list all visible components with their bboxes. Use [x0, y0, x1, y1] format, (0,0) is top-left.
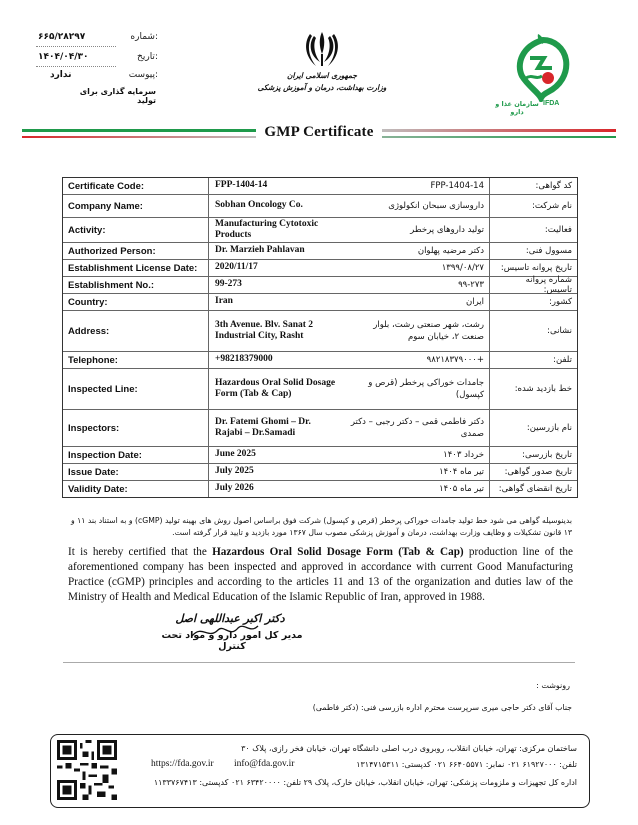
emblem-line-2: وزارت بهداشت، درمان و آموزش پزشکی	[257, 83, 387, 92]
cc-label: رونوشت :	[536, 681, 570, 690]
row-label-en: Inspection Date:	[63, 447, 209, 463]
row-value-en: Dr. Fatemi Ghomi – Dr. Rajabi – Dr.Samadi	[215, 416, 311, 438]
letter-attachment-label: پیوست:	[128, 70, 158, 80]
row-values	[209, 369, 489, 409]
row-values	[209, 277, 489, 293]
row-label-en: Authorized Person:	[63, 243, 209, 259]
iran-emblem-icon	[302, 28, 342, 70]
row-label-fa: مسوول فنی:	[489, 243, 577, 259]
row-values	[209, 195, 489, 217]
table-row	[63, 410, 577, 447]
letter-number	[38, 32, 158, 42]
footer-contact-box	[50, 734, 590, 808]
en-pre: It is hereby certified that the	[68, 546, 213, 558]
row-label-fa: تلفن:	[489, 352, 577, 368]
table-row	[63, 481, 577, 497]
row-label-fa: کد گواهی:	[489, 178, 577, 194]
row-value-en: 2020/11/17	[215, 262, 258, 273]
row-value-en: FPP-1404-14	[215, 180, 268, 191]
row-label-en: Address:	[63, 311, 209, 351]
row-value-fa: رشت، شهر صنعتی رشت، بلوار صنعت ۲، خیابان سوم	[373, 319, 484, 342]
footer-phone-line: تلفن: ۶۱۹۲۷۰۰۰ ۰۲۱ نمابر: ۶۶۴۰۵۵۷۱ ۰۲۱ کدپستی: ۱۳۱۴۷۱۵۳۱۱	[356, 760, 577, 769]
row-value-en: June 2025	[215, 449, 256, 460]
row-values	[209, 243, 489, 259]
certificate-title-text: GMP Certificate	[256, 124, 381, 140]
row-label-en: Certificate Code:	[63, 178, 209, 194]
row-value-fa: داروسازی سبحان انکولوژی	[388, 200, 484, 211]
en-post: production line of the aforementioned company has been inspected and approved in accordance with current Good Manufacturing Practice (cGMP) principles and according to the articles 11 and 13 of the organization and duties law of the Ministry of Health and Medical Education of the Islamic Republic of Iran, approved in 1988.	[68, 546, 573, 603]
row-value-en: Dr. Marzieh Pahlavan	[215, 245, 305, 256]
row-label-fa: تاریخ بازرسی:	[489, 447, 577, 463]
row-value-fa: دکتر مرضیه پهلوان	[417, 245, 484, 256]
row-label-fa: نام شرکت:	[489, 195, 577, 217]
letter-number-label: شماره:	[130, 32, 158, 42]
row-label-en: Establishment License Date:	[63, 260, 209, 276]
certificate-title	[0, 124, 638, 141]
row-label-fa: تاریخ صدور گواهی:	[489, 464, 577, 480]
table-row	[63, 277, 577, 294]
row-label-fa: شماره پروانه تاسیس:	[489, 277, 577, 293]
row-label-fa: تاریخ پروانه تاسیس:	[489, 260, 577, 276]
persian-certification-paragraph: بدینوسیله گواهی می شود خط تولید جامدات خوراکی پرخطر (قرص و کپسول) شرکت فوق براساس اصول روش های بهینه تولید (cGMP) و به استناد بند ۱۱ و ۱۳ قانون تشکیلات و وظایف وزارت بهداشت، درمان و آموزش پزشکی مصوب سال ۱۳۶۷ مورد بازدید و تایید قرار گرفته است.	[70, 516, 572, 537]
row-values	[209, 447, 489, 463]
certificate-table	[62, 177, 578, 498]
row-label-fa: کشور:	[489, 294, 577, 310]
footer-email-link[interactable]: info@fda.gov.ir	[234, 759, 295, 769]
emblem-line-1: جمهوری اسلامی ایران	[286, 71, 358, 80]
row-label-en: Establishment No.:	[63, 277, 209, 293]
row-label-fa: تاریخ انقضای گواهی:	[489, 481, 577, 497]
letter-attachment-value: ندارد	[50, 70, 72, 80]
signatory-name: دکتر اکبر عبداللهی اصل	[175, 612, 285, 625]
row-label-en: Company Name:	[63, 195, 209, 217]
row-values	[209, 178, 489, 194]
row-values	[209, 294, 489, 310]
row-value-en: Iran	[215, 296, 233, 307]
table-row	[63, 178, 577, 195]
row-value-en: 99-273	[215, 279, 242, 290]
row-value-en: July 2026	[215, 483, 254, 494]
row-value-fa: ۱۳۹۹/۰۸/۲۷	[441, 262, 484, 273]
letter-attachment	[50, 70, 158, 80]
row-label-fa: نام بازرسین:	[489, 410, 577, 446]
row-label-en: Inspectors:	[63, 410, 209, 446]
row-label-fa: نشانی:	[489, 311, 577, 351]
row-value-fa: خرداد ۱۴۰۳	[443, 449, 484, 460]
row-label-fa: فعالیت:	[489, 218, 577, 242]
footer-website-link[interactable]: https://fda.gov.ir	[151, 759, 214, 769]
row-value-en: July 2025	[215, 466, 254, 477]
signatory-title: مدیر کل امور دارو و مواد تحت کنترل	[161, 630, 303, 652]
row-values	[209, 311, 489, 351]
department-line: سرمایه گذاری برای تولید	[79, 87, 156, 105]
dotted-rule	[36, 46, 116, 47]
ifda-caption: سازمان غذا و دارو	[495, 100, 539, 116]
row-value-fa: تولید داروهای پرخطر	[410, 224, 484, 235]
table-row	[63, 447, 577, 464]
row-value-en: Hazardous Oral Solid Dosage Form (Tab & Cap)	[215, 377, 336, 399]
cc-recipient: جناب آقای دکتر حاجی میری سرپرست محترم اداره بازرسی فنی: (دکتر فاطمی)	[312, 703, 572, 712]
row-values	[209, 218, 489, 242]
row-value-en: Sobhan Oncology Co.	[215, 200, 303, 211]
table-row	[63, 464, 577, 481]
row-label-en: Country:	[63, 294, 209, 310]
table-row	[63, 369, 577, 410]
row-value-fa: تیر ماه ۱۴۰۵	[439, 483, 484, 494]
dotted-rule	[36, 66, 116, 67]
row-value-en: +98218379000	[215, 354, 273, 365]
table-row	[63, 218, 577, 243]
letter-date-value: ۱۴۰۴/۰۴/۳۰	[38, 52, 89, 62]
row-value-fa: FPP-1404-14	[430, 180, 484, 191]
table-row	[63, 311, 577, 352]
row-value-fa: ایران	[465, 296, 484, 307]
footer-address: ساختمان مرکزی: تهران، خیابان انقلاب، روبروی درب اصلی دانشگاه تهران، خیابان فخر رازی، پلاک ۳۰	[241, 744, 577, 753]
qr-code-icon	[57, 740, 117, 800]
row-label-en: Validity Date:	[63, 481, 209, 497]
row-value-en: 3th Avenue. Blv. Sanat 2 Industrial City, Rasht	[215, 319, 314, 341]
row-value-fa: +۹۸۲۱۸۳۷۹۰۰۰	[426, 354, 484, 365]
letter-date	[38, 52, 158, 62]
row-value-en: Manufacturing Cytotoxic Products	[215, 218, 319, 240]
ifda-label: IFDA	[543, 100, 560, 107]
letter-date-label: تاریخ:	[137, 52, 158, 62]
table-row	[63, 352, 577, 369]
row-label-en: Issue Date:	[63, 464, 209, 480]
row-value-fa: تیر ماه ۱۴۰۴	[439, 466, 484, 477]
row-values	[209, 260, 489, 276]
row-label-en: Activity:	[63, 218, 209, 242]
row-values	[209, 410, 489, 446]
divider	[63, 662, 575, 663]
row-label-en: Inspected Line:	[63, 369, 209, 409]
letter-number-value: ۶۶۵/۲۸۲۹۷	[38, 32, 86, 42]
footer-equipment-office: اداره کل تجهیزات و ملزومات پزشکی: تهران، خیابان انقلاب، خیابان خارک، پلاک ۲۹ تلفن: ۶۳۴۲۰۰۰۰ ۰۲۱ کدپستی: ۱۱۳۳۷۶۷۴۱۳	[153, 778, 577, 787]
english-certification-paragraph	[68, 545, 573, 605]
row-label-en: Telephone:	[63, 352, 209, 368]
row-value-fa: جامدات خوراکی پرخطر (قرص و کپسول)	[368, 377, 484, 400]
row-value-fa: ۹۹-۲۷۳	[458, 279, 484, 290]
row-values	[209, 464, 489, 480]
table-row	[63, 243, 577, 260]
row-label-fa: خط بازدید شده:	[489, 369, 577, 409]
table-row	[63, 195, 577, 218]
row-value-fa: دکتر فاطمی قمی – دکتر رجبی – دکتر صمدی	[350, 416, 484, 439]
row-values	[209, 481, 489, 497]
ifda-logo-icon	[508, 34, 578, 102]
table-row	[63, 294, 577, 311]
row-values	[209, 352, 489, 368]
en-line-name: Hazardous Oral Solid Dosage Form (Tab & Cap)	[212, 546, 464, 558]
